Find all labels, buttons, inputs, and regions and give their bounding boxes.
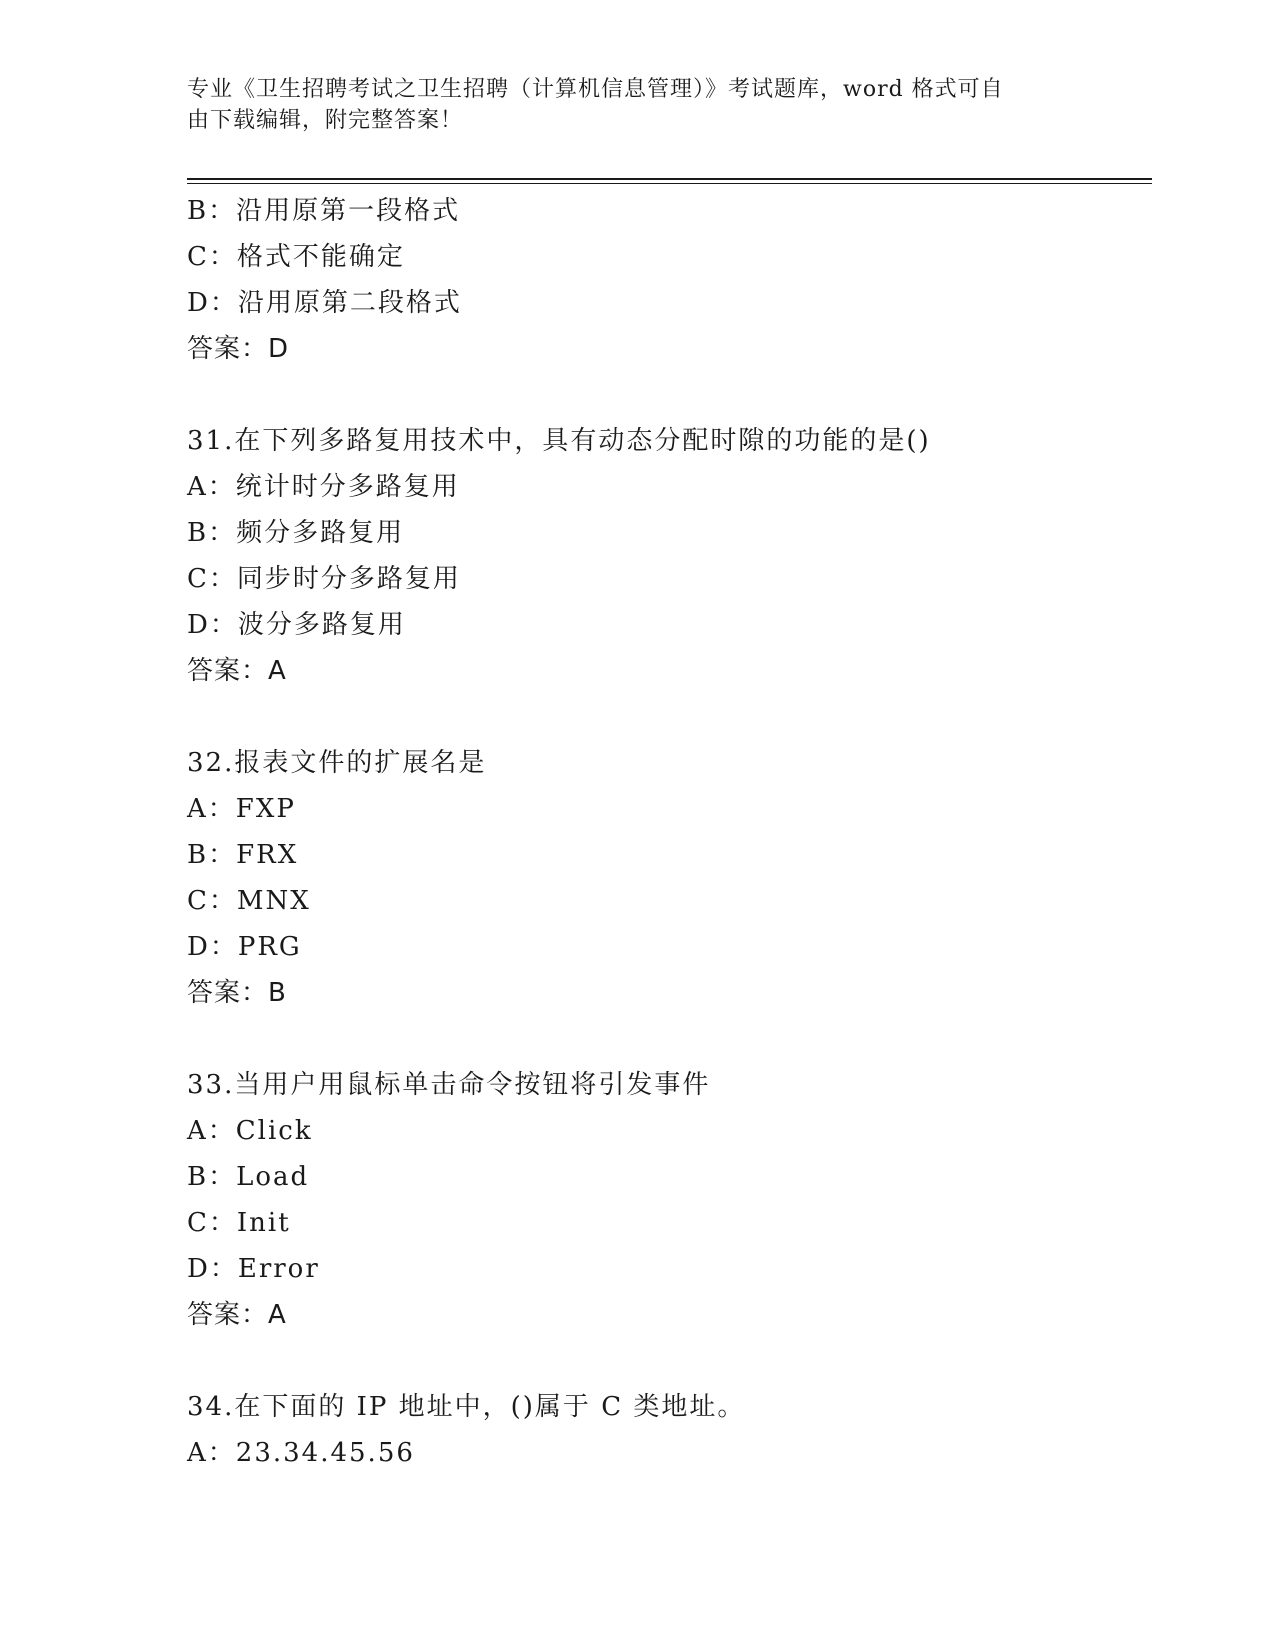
- question-32: [187, 740, 1147, 1016]
- question-33: [187, 1062, 1147, 1338]
- question-34: [187, 1384, 1147, 1476]
- question-31: [187, 418, 1147, 694]
- option-d: D：波分多路复用: [187, 610, 406, 640]
- option-c: C：Init: [187, 1208, 291, 1238]
- header-line-2: 由下载编辑，附完整答案！: [187, 108, 464, 133]
- option-d: D：PRG: [187, 932, 302, 962]
- option-b: B：FRX: [187, 840, 299, 870]
- option-d: D：沿用原第二段格式: [187, 288, 462, 318]
- question-stem: 34.在下面的 IP 地址中，()属于 C 类地址。: [187, 1392, 746, 1422]
- header-divider-thin: [187, 183, 1152, 184]
- question-stem: 33.当用户用鼠标单击命令按钮将引发事件: [187, 1070, 711, 1100]
- question-list: [187, 188, 1147, 1476]
- option-d: D：Error: [187, 1254, 320, 1284]
- answer: 答案：A: [187, 656, 287, 686]
- option-a: A：23.34.45.56: [187, 1438, 415, 1468]
- question-stem: 32.报表文件的扩展名是: [187, 748, 487, 778]
- question-continued: [187, 188, 1147, 372]
- header-line-1: 专业《卫生招聘考试之卫生招聘（计算机信息管理）》考试题库，word 格式可自: [187, 77, 1004, 102]
- option-a: A：统计时分多路复用: [187, 472, 460, 502]
- option-b: B：沿用原第一段格式: [187, 196, 461, 226]
- answer: 答案：B: [187, 978, 287, 1008]
- header-divider-thick: [187, 178, 1152, 180]
- option-c: C：格式不能确定: [187, 242, 405, 272]
- answer: 答案：D: [187, 334, 290, 364]
- answer: 答案：A: [187, 1300, 287, 1330]
- option-a: A：Click: [187, 1116, 313, 1146]
- option-c: C：同步时分多路复用: [187, 564, 461, 594]
- option-c: C：MNX: [187, 886, 311, 916]
- option-a: A：FXP: [187, 794, 296, 824]
- option-b: B：频分多路复用: [187, 518, 405, 548]
- question-stem: 31.在下列多路复用技术中，具有动态分配时隙的功能的是(): [187, 426, 931, 456]
- option-b: B：Load: [187, 1162, 310, 1192]
- document-header: [187, 74, 1067, 136]
